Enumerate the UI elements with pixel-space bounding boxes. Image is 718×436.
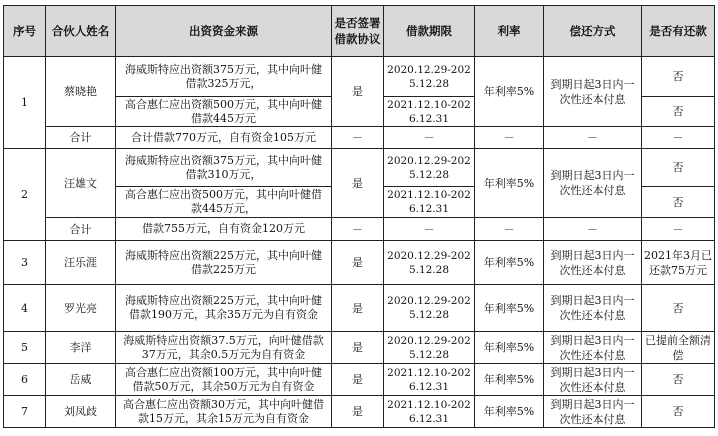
repayment-method-cell: 到期日起3日内一次性还本付息	[544, 241, 642, 285]
header-row	[4, 6, 715, 57]
dash-cell: －	[332, 127, 384, 149]
repayment-method-cell: 到期日起3日内一次性还本付息	[544, 364, 642, 396]
loan-term-cell: 2021.12.10-2026.12.31	[384, 187, 475, 218]
dash-cell: －	[384, 127, 475, 149]
signed-cell: 是	[332, 241, 384, 285]
header-loan-term: 借款期限	[384, 6, 475, 57]
seq-cell: 2	[4, 149, 46, 241]
header-signed-agreement: 是否签署借款协议	[332, 6, 384, 57]
signed-cell: 是	[332, 396, 384, 428]
seq-cell: 7	[4, 396, 46, 428]
seq-cell: 4	[4, 285, 46, 332]
repaid-cell: 否	[642, 149, 715, 187]
loan-term-cell: 2020.12.29-2025.12.28	[384, 285, 475, 332]
table-row	[4, 149, 715, 187]
repayment-method-cell: 到期日起3日内一次性还本付息	[544, 396, 642, 428]
header-repaid: 是否有还款	[642, 6, 715, 57]
fund-source-cell: 海威斯特应出资额375万元，其中向叶健借款325万元，	[116, 57, 332, 97]
fund-source-cell: 高合惠仁应出资额100万元，其中向叶健借款50万元，其余50万元为自有资金	[116, 364, 332, 396]
dash-cell: －	[475, 127, 544, 149]
partner-name-cell: 李洋	[46, 332, 116, 364]
interest-rate-cell: 年利率5%	[475, 364, 544, 396]
fund-source-cell: 高合惠仁应出资额500万元，其中向叶健借款445万元	[116, 97, 332, 127]
repaid-cell: 否	[642, 364, 715, 396]
signed-cell: 是	[332, 364, 384, 396]
loan-term-cell: 2021.12.10-2026.12.31	[384, 396, 475, 428]
header-repayment-method: 偿还方式	[544, 6, 642, 57]
loan-table-sheet	[3, 5, 714, 433]
interest-rate-cell: 年利率5%	[475, 332, 544, 364]
repayment-method-cell: 到期日起3日内一次性还本付息	[544, 57, 642, 127]
partner-name-cell: 刘凤歧	[46, 396, 116, 428]
subtotal-source-cell: 借款755万元，自有资金120万元	[116, 218, 332, 241]
loan-term-cell: 2020.12.29-2025.12.28	[384, 241, 475, 285]
seq-cell: 5	[4, 332, 46, 364]
fund-source-cell: 高合惠仁应出资额30万元，其中向叶健借款15万元，其余15万元为自有资金	[116, 396, 332, 428]
interest-rate-cell: 年利率5%	[475, 396, 544, 428]
repaid-cell: 否	[642, 57, 715, 97]
repaid-cell: 否	[642, 285, 715, 332]
repayment-method-cell: 到期日起3日内一次性还本付息	[544, 149, 642, 218]
table-row	[4, 364, 715, 396]
subtotal-label-cell: 合计	[46, 127, 116, 149]
partner-name-cell: 罗光亮	[46, 285, 116, 332]
header-fund-source: 出资资金来源	[116, 6, 332, 57]
interest-rate-cell: 年利率5%	[475, 149, 544, 218]
fund-source-cell: 高合惠仁应出资500万元，其中向叶健借款445万元，	[116, 187, 332, 218]
subtotal-row	[4, 218, 715, 241]
header-seq: 序号	[4, 6, 46, 57]
dash-cell: －	[544, 218, 642, 241]
signed-cell: 是	[332, 149, 384, 218]
loan-term-cell: 2021.12.10-2026.12.31	[384, 97, 475, 127]
fund-source-cell: 海威斯特应出资额375万元，其中向叶健借款310万元，	[116, 149, 332, 187]
loan-term-cell: 2020.12.29-2025.12.28	[384, 57, 475, 97]
partner-name-cell: 岳威	[46, 364, 116, 396]
table-row	[4, 396, 715, 428]
repaid-cell: 2021年3月已还款75万元	[642, 241, 715, 285]
table-row	[4, 241, 715, 285]
signed-cell: 是	[332, 57, 384, 127]
interest-rate-cell: 年利率5%	[475, 285, 544, 332]
loan-term-cell: 2020.12.29-2025.12.28	[384, 332, 475, 364]
loan-term-cell: 2020.12.29-2025.12.28	[384, 149, 475, 187]
partner-name-cell: 汪乐涯	[46, 241, 116, 285]
repaid-cell: 否	[642, 396, 715, 428]
partner-name-cell: 汪雄文	[46, 149, 116, 218]
table-row	[4, 57, 715, 97]
loan-term-cell: 2021.12.10-2026.12.31	[384, 364, 475, 396]
repaid-cell: 否	[642, 187, 715, 218]
seq-cell: 6	[4, 364, 46, 396]
fund-source-cell: 海威斯特应出资额225万元，其中向叶健借款225万元	[116, 241, 332, 285]
table-row	[4, 285, 715, 332]
dash-cell: －	[544, 127, 642, 149]
signed-cell: 是	[332, 285, 384, 332]
partner-name-cell: 蔡晓艳	[46, 57, 116, 127]
interest-rate-cell: 年利率5%	[475, 241, 544, 285]
seq-cell: 3	[4, 241, 46, 285]
fund-source-cell: 海威斯特应出资额225万元，其中向叶健借款190万元，其余35万元为自有资金	[116, 285, 332, 332]
repayment-method-cell: 到期日起3日内一次性还本付息	[544, 332, 642, 364]
partner-loan-table	[3, 5, 715, 428]
dash-cell: －	[642, 218, 715, 241]
dash-cell: －	[384, 218, 475, 241]
repaid-cell: 否	[642, 97, 715, 127]
fund-source-cell: 海威斯特应出资额37.5万元，向叶健借款37万元，其余0.5万元为自有资金	[116, 332, 332, 364]
dash-cell: －	[642, 127, 715, 149]
repaid-cell: 已提前全额清偿	[642, 332, 715, 364]
subtotal-label-cell: 合计	[46, 218, 116, 241]
subtotal-source-cell: 合计借款770万元，自有资金105万元	[116, 127, 332, 149]
table-row	[4, 332, 715, 364]
dash-cell: －	[332, 218, 384, 241]
subtotal-row	[4, 127, 715, 149]
seq-cell: 1	[4, 57, 46, 149]
repayment-method-cell: 到期日起3日内一次性还本付息	[544, 285, 642, 332]
signed-cell: 是	[332, 332, 384, 364]
interest-rate-cell: 年利率5%	[475, 57, 544, 127]
header-partner-name: 合伙人姓名	[46, 6, 116, 57]
dash-cell: －	[475, 218, 544, 241]
header-interest-rate: 利率	[475, 6, 544, 57]
